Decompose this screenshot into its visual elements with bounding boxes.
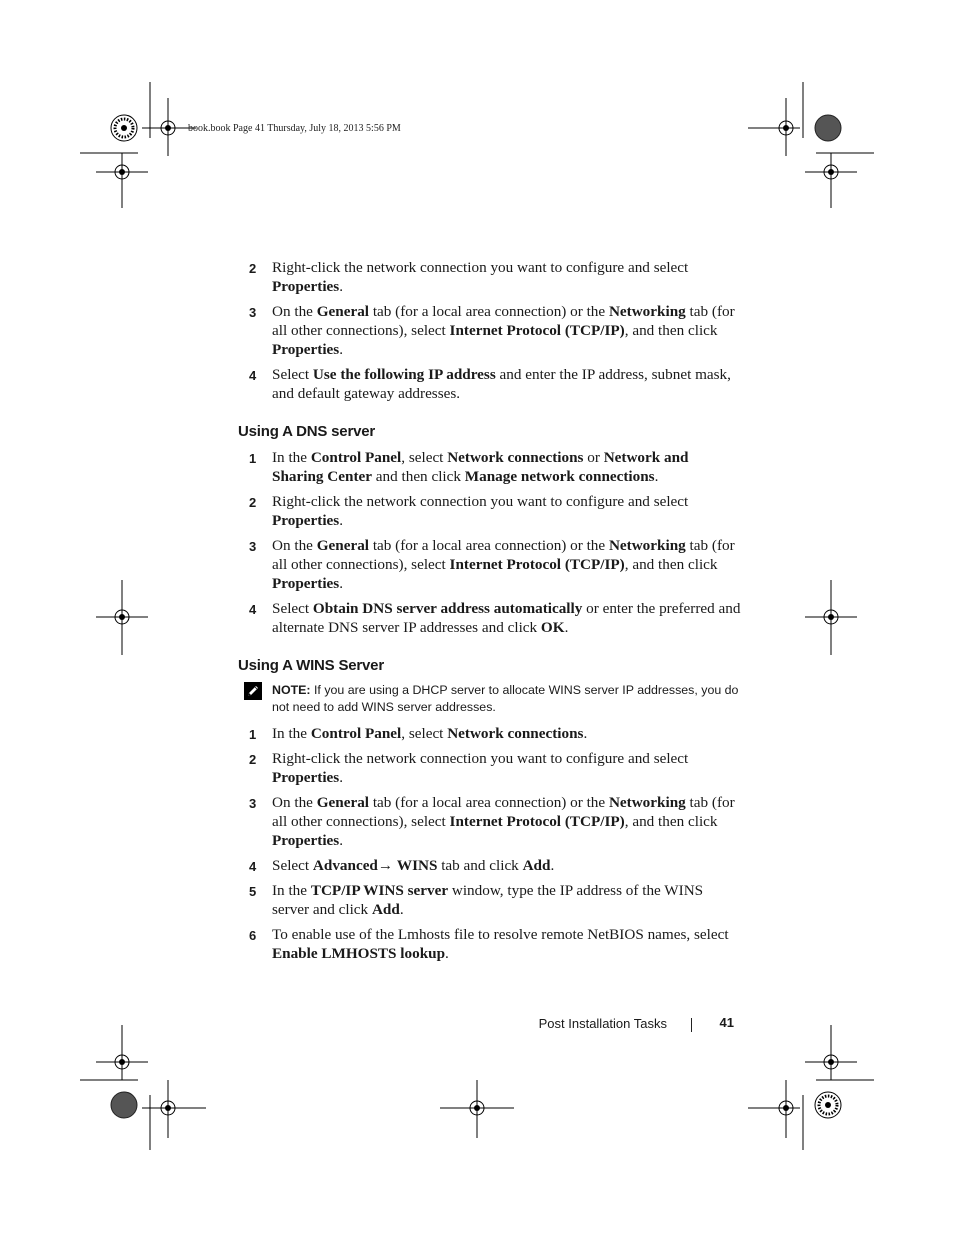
step-item — [238, 856, 743, 875]
steps-list — [238, 724, 743, 963]
section-heading-wins: Using A WINS Server — [238, 657, 384, 674]
step-text-bold: Network connections — [447, 449, 584, 466]
step-text: tab (for all other connections), select — [272, 537, 735, 573]
step-text: tab (for all other connections), select — [272, 303, 735, 339]
step-text: . — [550, 857, 555, 874]
step-text: . — [564, 619, 569, 636]
step-text-bold: Network and Sharing Center — [272, 449, 689, 485]
print-header: book.book Page 41 Thursday, July 18, 2013 5:56 PM — [188, 123, 401, 134]
step-text-bold: WINS — [396, 857, 438, 874]
step-text: Select — [272, 857, 313, 874]
step-text-bold: Networking — [608, 303, 686, 320]
step-text: Right-click the network connection you want to configure and select — [272, 259, 689, 276]
step-text-bold: Internet Protocol (TCP/IP) — [449, 556, 625, 573]
step-text: . — [339, 512, 343, 529]
step-item — [238, 793, 743, 850]
step-text: and enter the IP address, subnet mask, and default gateway addresses. — [272, 366, 731, 402]
step-text-bold: Properties — [272, 341, 340, 358]
section-heading-dns: Using A DNS server — [238, 423, 376, 440]
step-text: → — [377, 857, 397, 874]
step-text: . — [339, 575, 343, 592]
step-number: 2 — [249, 495, 257, 510]
step-text-bold: Add — [371, 901, 400, 918]
step-number: 4 — [249, 859, 257, 874]
step-text: tab (for all other connections), select — [272, 794, 735, 830]
step-text: In the — [272, 882, 311, 899]
step-text: In the — [272, 449, 311, 466]
step-text-bold: Networking — [608, 794, 686, 811]
step-item — [238, 302, 743, 359]
step-text: . — [445, 945, 449, 962]
step-text-bold: Network connections — [447, 725, 584, 742]
step-text: , and then click — [624, 813, 718, 830]
step-text-bold: Properties — [272, 278, 340, 295]
step-text: , and then click — [624, 322, 718, 339]
step-text: Select — [272, 600, 313, 617]
step-text-bold: Internet Protocol (TCP/IP) — [449, 813, 625, 830]
note-label: NOTE: — [272, 683, 311, 697]
step-text-bold: General — [316, 794, 370, 811]
step-number: 2 — [249, 752, 257, 767]
step-text: and then click — [371, 468, 465, 485]
step-text-bold: General — [316, 537, 370, 554]
step-text-bold: Control Panel — [310, 449, 402, 466]
steps-list — [238, 448, 743, 637]
step-text-bold: Properties — [272, 832, 340, 849]
step-text: . — [339, 832, 343, 849]
step-text-bold: General — [316, 303, 370, 320]
step-item — [238, 599, 743, 637]
step-text: tab (for a local area connection) or the — [369, 794, 609, 811]
step-text: or — [583, 449, 604, 466]
step-text: . — [339, 341, 343, 358]
step-item — [238, 925, 743, 963]
step-number: 3 — [249, 796, 257, 811]
step-text: window, type the IP address of the WINS server and click — [272, 882, 704, 918]
steps-list — [238, 258, 743, 403]
note-box — [238, 682, 743, 716]
step-text-bold: Properties — [272, 769, 340, 786]
step-text: . — [654, 468, 659, 485]
step-text: On the — [272, 303, 317, 320]
step-text: On the — [272, 794, 317, 811]
step-number: 6 — [249, 928, 257, 943]
step-text: tab (for a local area connection) or the — [369, 537, 609, 554]
step-number: 5 — [249, 884, 257, 899]
step-number: 2 — [249, 261, 257, 276]
page-content — [238, 258, 743, 969]
step-text-bold: Manage network connections — [464, 468, 655, 485]
step-number: 4 — [249, 368, 257, 383]
step-text-bold: Advanced — [312, 857, 378, 874]
step-text-bold: Obtain DNS server address automatically — [312, 600, 583, 617]
step-text-bold: Internet Protocol (TCP/IP) — [449, 322, 625, 339]
step-text: On the — [272, 537, 317, 554]
pencil-note-icon — [244, 682, 262, 700]
step-text-bold: Control Panel — [310, 725, 402, 742]
step-text: , and then click — [624, 556, 718, 573]
step-text: , select — [401, 725, 448, 742]
step-text: or enter the preferred and alternate DNS server IP addresses and click — [272, 600, 741, 636]
step-item — [238, 448, 743, 486]
step-text: In the — [272, 725, 311, 742]
step-number: 1 — [249, 451, 257, 466]
step-text-bold: Properties — [272, 512, 340, 529]
step-text-bold: Add — [522, 857, 551, 874]
step-text-bold: Properties — [272, 575, 340, 592]
step-item — [238, 724, 743, 743]
step-item — [238, 365, 743, 403]
step-text: Right-click the network connection you want to configure and select — [272, 493, 689, 510]
step-text: Select — [272, 366, 313, 383]
step-number: 4 — [249, 602, 257, 617]
step-item — [238, 881, 743, 919]
step-item — [238, 749, 743, 787]
step-text: tab (for a local area connection) or the — [369, 303, 609, 320]
step-text-bold: OK — [540, 619, 565, 636]
step-text-bold: TCP/IP WINS server — [310, 882, 449, 899]
step-item — [238, 536, 743, 593]
step-text-bold: Enable LMHOSTS lookup — [272, 945, 446, 962]
footer-divider — [691, 1018, 692, 1032]
footer-section-title: Post Installation Tasks — [538, 1016, 667, 1031]
step-item — [238, 492, 743, 530]
step-text: . — [339, 769, 343, 786]
page-number: 41 — [719, 1015, 734, 1030]
step-number: 3 — [249, 305, 257, 320]
step-text: Right-click the network connection you want to configure and select — [272, 750, 689, 767]
step-text: tab and click — [437, 857, 523, 874]
step-text: To enable use of the Lmhosts file to resolve remote NetBIOS names, select — [272, 926, 729, 943]
step-text: . — [583, 725, 588, 742]
step-text: , select — [401, 449, 448, 466]
step-text: . — [339, 278, 343, 295]
note-text: If you are using a DHCP server to allocate WINS server IP addresses, you do not need to add WINS server addresses. — [272, 683, 739, 714]
step-number: 3 — [249, 539, 257, 554]
step-number: 1 — [249, 727, 257, 742]
step-item — [238, 258, 743, 296]
page-footer — [500, 1015, 734, 1035]
step-text-bold: Networking — [608, 537, 686, 554]
step-text-bold: Use the following IP address — [312, 366, 496, 383]
step-text: . — [399, 901, 404, 918]
